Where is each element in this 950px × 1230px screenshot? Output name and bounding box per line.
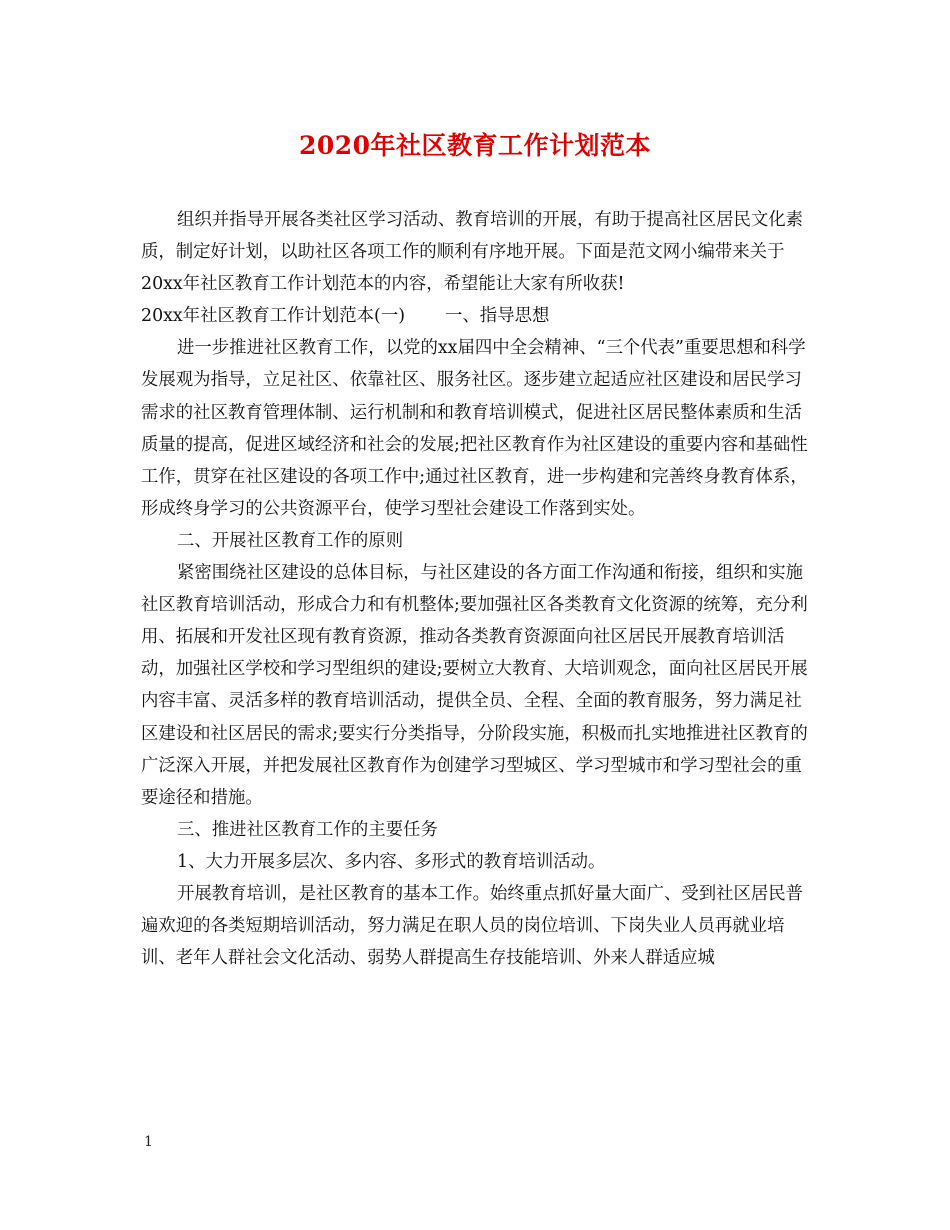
heading-principles: 二、开展社区教育工作的原则 — [177, 530, 404, 551]
page-number: 1 — [144, 1134, 153, 1150]
document-title: 2020年社区教育工作计划范本 — [298, 131, 652, 160]
section-title: 20xx年社区教育工作计划范本(一) — [141, 306, 406, 327]
paragraph-principles: 紧密围绕社区建设的总体目标，与社区建设的各方面工作沟通和衔接，组织和实施社区教育培训活动，形成合力和有机整体;要加强社区各类教育文化资源的统筹，充分利用、拓展和开发社区现有教育资源，推动各类教育资源面向社区居民开展教育培训活动，加强社区学校和学习型组织的建设;要树立大教育、大培训观念，面向社区居民开展内容丰富、灵活多样的教育培训活动，提供全员、全程、全面的教育服务，努力满足社区建设和社区居民的需求;要实行分类指导，分阶段实施，积极而扎实地推进社区教育的广泛深入开展，并把发展社区教育作为创建学习型城区、学习型城市和学习型社会的重要途径和措施。 — [141, 563, 808, 808]
intro-paragraph: 组织并指导开展各类社区学习活动、教育培训的开展，有助于提高社区居民文化素质，制定好计划，以助社区各项工作的顺利有序地开展。下面是范文网小编带来关于20xx年社区教育工作计划范本的内容，希望能让大家有所收获! — [141, 210, 804, 295]
list-item-1: 1、大力开展多层次、多内容、多形式的教育培训活动。 — [177, 851, 606, 872]
section-title-line — [141, 300, 811, 332]
paragraph-training: 开展教育培训，是社区教育的基本工作。始终重点抓好量大面广、受到社区居民普遍欢迎的各类短期培训活动，努力满足在职人员的岗位培训、下岗失业人员再就业培训、老年人群社会文化活动、弱势人群提高生存技能培训、外来人群适应城 — [141, 883, 804, 969]
heading-main-tasks: 三、推进社区教育工作的主要任务 — [177, 819, 438, 840]
document-body — [141, 204, 811, 974]
paragraph-guiding-ideology: 进一步推进社区教育工作，以党的xx届四中全会精神、“三个代表”重要思想和科学发展观为指导，立足社区、依靠社区、服务社区。逐步建立起适应社区建设和居民学习需求的社区教育管理体制、运行机制和和教育培训模式，促进社区居民整体素质和生活质量的提高，促进区域经济和社会的发展;把社区教育作为社区建设的重要内容和基础性工作，贯穿在社区建设的各项工作中;通过社区教育，进一步构建和完善终身教育体系，形成终身学习的公共资源平台，使学习型社会建设工作落到实处。 — [141, 338, 808, 519]
heading-guiding-ideology: 一、指导思想 — [445, 306, 550, 327]
